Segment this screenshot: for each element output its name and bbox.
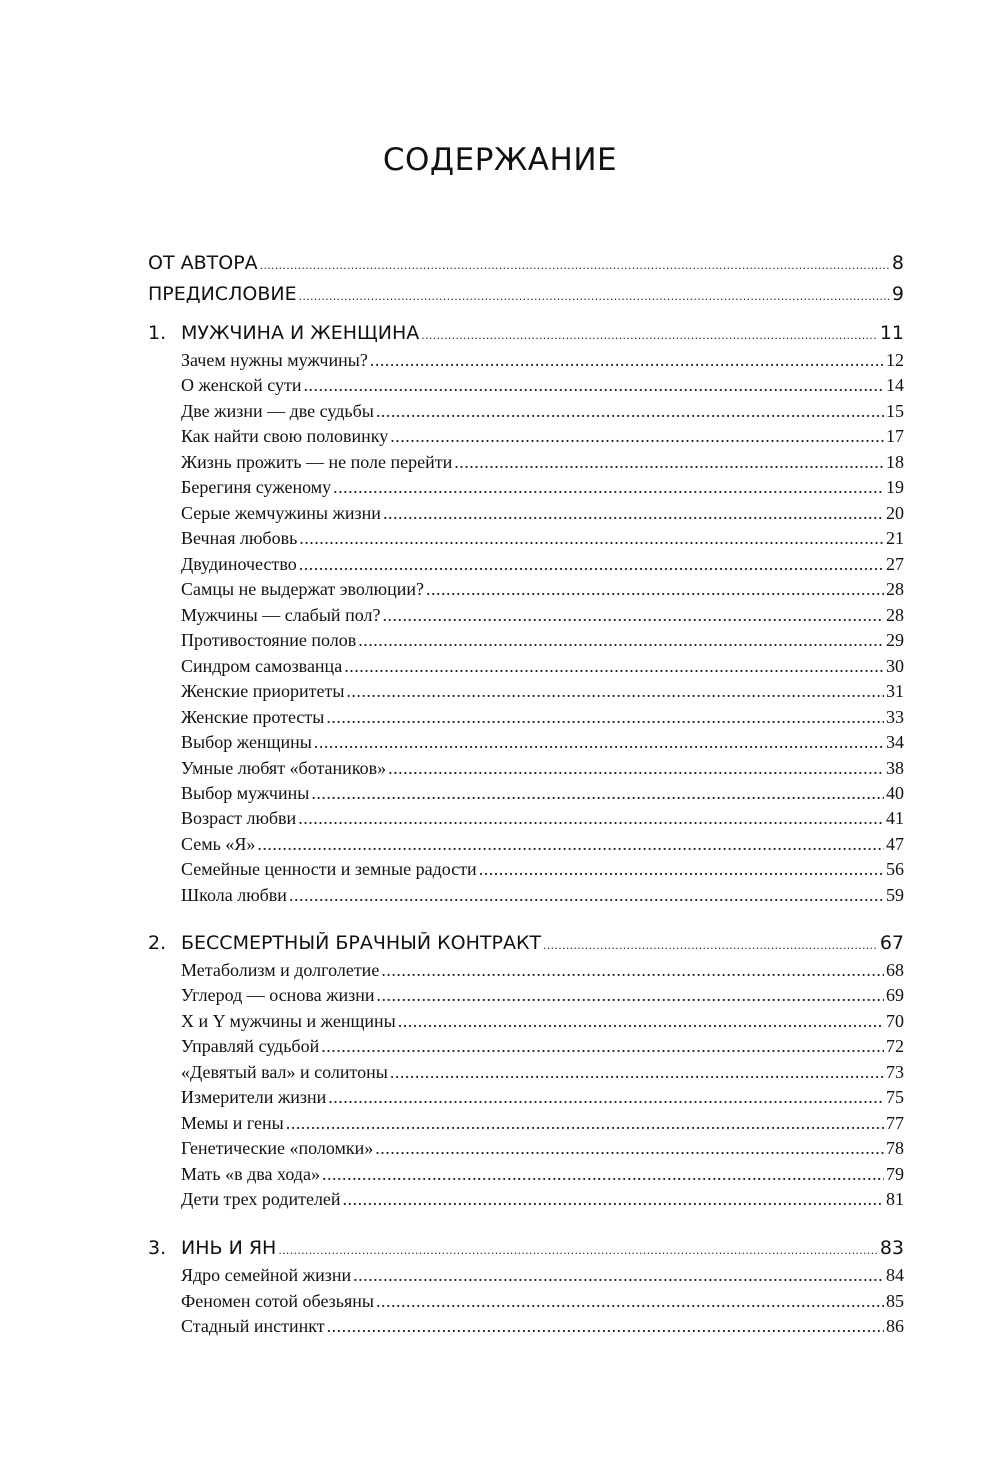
- toc-section-entry[interactable]: [181, 1087, 904, 1108]
- dot-leader: [376, 1291, 884, 1312]
- dot-leader: [322, 1164, 884, 1185]
- chapter-number: 2.: [148, 932, 167, 954]
- toc-section-entry[interactable]: [181, 985, 904, 1006]
- page-number: 68: [886, 960, 904, 980]
- page-number: 29: [886, 630, 904, 650]
- dot-leader: [321, 1036, 884, 1057]
- toc-section-entry[interactable]: [181, 681, 904, 702]
- page-number: 31: [886, 681, 904, 701]
- page-number: 9: [891, 283, 904, 305]
- dot-leader: [388, 758, 884, 779]
- entry-title: Как найти свою половинку: [181, 426, 389, 446]
- page-number: 84: [886, 1265, 904, 1285]
- entry-title: Двудиночество: [181, 554, 297, 574]
- entry-title: Вечная любовь: [181, 528, 298, 548]
- entry-title: Серые жемчужины жизни: [181, 503, 381, 523]
- toc-section-entry[interactable]: [181, 528, 904, 549]
- dot-leader: [314, 732, 884, 753]
- page-number: 15: [886, 401, 904, 421]
- page-number: 30: [886, 656, 904, 676]
- toc-section-entry[interactable]: [181, 1189, 904, 1210]
- entry-title: О женской сути: [181, 375, 302, 395]
- dot-leader: [382, 605, 884, 626]
- toc-section-entry[interactable]: [181, 401, 904, 422]
- toc-section-entry[interactable]: [181, 732, 904, 753]
- entry-title: Метаболизм и долголетие: [181, 960, 380, 980]
- dot-leader: [289, 885, 884, 906]
- toc-section-entry[interactable]: [181, 1138, 904, 1159]
- dot-leader: [299, 290, 890, 303]
- page-number: 14: [886, 375, 904, 395]
- entry-title: Жизнь прожить — не поле перейти: [181, 452, 453, 472]
- entry-title: Женские протесты: [181, 707, 325, 727]
- page-number: 69: [886, 985, 904, 1005]
- entry-title: Семь «Я»: [181, 834, 256, 854]
- page-number: 34: [886, 732, 904, 752]
- page-number: 17: [886, 426, 904, 446]
- page-number: 27: [886, 554, 904, 574]
- dot-leader: [298, 808, 884, 829]
- dot-leader: [383, 503, 884, 524]
- dot-leader: [454, 452, 884, 473]
- toc-section-entry[interactable]: [181, 859, 904, 880]
- page-number: 79: [886, 1164, 904, 1184]
- dot-leader: [311, 783, 884, 804]
- entry-title: Выбор женщины: [181, 732, 312, 752]
- toc-section-entry[interactable]: [181, 452, 904, 473]
- entry-title: Семейные ценности и земные радости: [181, 859, 477, 879]
- entry-title: X и Y мужчины и женщины: [181, 1011, 396, 1031]
- page-number: 86: [886, 1316, 904, 1336]
- dot-leader: [260, 259, 890, 272]
- page-number: 28: [886, 605, 904, 625]
- entry-title: Синдром самозванца: [181, 656, 343, 676]
- chapter-number: 1.: [148, 322, 167, 344]
- page-number: 18: [886, 452, 904, 472]
- toc-section-entry[interactable]: [181, 630, 904, 651]
- entry-title: Стадный инстинкт: [181, 1316, 325, 1336]
- page-number: 21: [886, 528, 904, 548]
- page-number: 83: [879, 1237, 904, 1259]
- toc-section-entry[interactable]: [181, 1113, 904, 1134]
- dot-leader: [327, 1316, 884, 1337]
- entry-title: Измерители жизни: [181, 1087, 327, 1107]
- page-number: 41: [886, 808, 904, 828]
- toc-chapter-entry[interactable]: [148, 1237, 904, 1259]
- toc-section-entry[interactable]: [181, 375, 904, 396]
- toc-section-entry[interactable]: [181, 707, 904, 728]
- dot-leader: [381, 960, 884, 981]
- page-number: 56: [886, 859, 904, 879]
- dot-leader: [370, 350, 884, 371]
- page-number: 75: [886, 1087, 904, 1107]
- toc-section-entry[interactable]: [181, 783, 904, 804]
- page-number: 78: [886, 1138, 904, 1158]
- toc-chapter-entry[interactable]: [148, 322, 904, 344]
- page-number: 20: [886, 503, 904, 523]
- page-number: 28: [886, 579, 904, 599]
- entry-title: Мемы и гены: [181, 1113, 284, 1133]
- dot-leader: [377, 985, 884, 1006]
- dot-leader: [304, 375, 884, 396]
- dot-leader: [299, 528, 884, 549]
- entry-title: Школа любви: [181, 885, 287, 905]
- page-number: 81: [886, 1189, 904, 1209]
- page-number: 70: [886, 1011, 904, 1031]
- entry-title: БЕССМЕРТНЫЙ БРАЧНЫЙ КОНТРАКТ: [181, 932, 542, 954]
- toc-section-entry[interactable]: [181, 1062, 904, 1083]
- page-number: 77: [886, 1113, 904, 1133]
- page-number: 67: [879, 932, 904, 954]
- entry-title: ИНЬ И ЯН: [181, 1237, 277, 1259]
- entry-title: Управляй судьбой: [181, 1036, 320, 1056]
- toc-section-entry[interactable]: [181, 1164, 904, 1185]
- entry-title: Умные любят «ботаников»: [181, 758, 387, 778]
- entry-title: Самцы не выдержат эволюции?: [181, 579, 424, 599]
- dot-leader: [398, 1011, 884, 1032]
- page-number: 85: [886, 1291, 904, 1311]
- toc-section-entry[interactable]: [181, 1316, 904, 1337]
- toc-section-entry[interactable]: [181, 426, 904, 447]
- entry-title: Зачем нужны мужчины?: [181, 350, 368, 370]
- page-number: 11: [879, 322, 904, 344]
- page-number: 40: [886, 783, 904, 803]
- entry-title: ПРЕДИСЛОВИЕ: [148, 283, 297, 305]
- entry-title: Возраст любви: [181, 808, 297, 828]
- page-number: 73: [886, 1062, 904, 1082]
- entry-title: ОТ АВТОРА: [148, 252, 258, 274]
- toc-section-entry[interactable]: [181, 579, 904, 600]
- entry-title: Берегиня суженому: [181, 477, 332, 497]
- page-number: 59: [886, 885, 904, 905]
- dot-leader: [376, 401, 884, 422]
- page-title: СОДЕРЖАНИЕ: [382, 142, 618, 178]
- dot-leader: [426, 579, 884, 600]
- toc-section-entry[interactable]: [181, 885, 904, 906]
- entry-title: МУЖЧИНА И ЖЕНЩИНА: [181, 322, 420, 344]
- toc-section-entry[interactable]: [181, 758, 904, 779]
- page-number: 38: [886, 758, 904, 778]
- dot-leader: [343, 1189, 884, 1210]
- dot-leader: [344, 656, 884, 677]
- entry-title: «Девятый вал» и солитоны: [181, 1062, 388, 1082]
- dot-leader: [421, 329, 878, 342]
- toc-section-entry[interactable]: [181, 1291, 904, 1312]
- dot-leader: [390, 1062, 884, 1083]
- entry-title: Генетические «поломки»: [181, 1138, 374, 1158]
- entry-title: Противостояние полов: [181, 630, 357, 650]
- page-number: 19: [886, 477, 904, 497]
- dot-leader: [299, 554, 884, 575]
- page-number: 47: [886, 834, 904, 854]
- dot-leader: [390, 426, 884, 447]
- dot-leader: [257, 834, 884, 855]
- entry-title: Феномен сотой обезьяны: [181, 1291, 374, 1311]
- toc-chapter-entry[interactable]: [148, 932, 904, 954]
- toc-section-entry[interactable]: [181, 605, 904, 626]
- entry-title: Мужчины — слабый пол?: [181, 605, 381, 625]
- dot-leader: [346, 681, 884, 702]
- toc-section-entry[interactable]: [181, 1265, 904, 1286]
- toc-chapter-entry[interactable]: [148, 283, 904, 305]
- dot-leader: [286, 1113, 884, 1134]
- dot-leader: [375, 1138, 884, 1159]
- dot-leader: [278, 1244, 877, 1257]
- toc-section-entry[interactable]: [181, 960, 904, 981]
- chapter-number: 3.: [148, 1237, 167, 1259]
- toc-section-entry[interactable]: [181, 808, 904, 829]
- toc-section-entry[interactable]: [181, 477, 904, 498]
- dot-leader: [353, 1265, 884, 1286]
- entry-title: Дети трех родителей: [181, 1189, 341, 1209]
- toc-section-entry[interactable]: [181, 834, 904, 855]
- dot-leader: [543, 939, 878, 952]
- toc-section-entry[interactable]: [181, 554, 904, 575]
- toc-section-entry[interactable]: [181, 350, 904, 371]
- toc-section-entry[interactable]: [181, 503, 904, 524]
- toc-section-entry[interactable]: [181, 1036, 904, 1057]
- entry-title: Женские приоритеты: [181, 681, 345, 701]
- page-number: 8: [891, 252, 904, 274]
- page-number: 33: [886, 707, 904, 727]
- entry-title: Две жизни — две судьбы: [181, 401, 374, 421]
- entry-title: Выбор мужчины: [181, 783, 310, 803]
- dot-leader: [333, 477, 884, 498]
- entry-title: Ядро семейной жизни: [181, 1265, 352, 1285]
- toc-chapter-entry[interactable]: [148, 252, 904, 274]
- toc-section-entry[interactable]: [181, 1011, 904, 1032]
- dot-leader: [479, 859, 884, 880]
- page-number: 72: [886, 1036, 904, 1056]
- dot-leader: [358, 630, 884, 651]
- entry-title: Углерод — основа жизни: [181, 985, 375, 1005]
- entry-title: Мать «в два хода»: [181, 1164, 320, 1184]
- page-number: 12: [886, 350, 904, 370]
- dot-leader: [326, 707, 884, 728]
- toc-section-entry[interactable]: [181, 656, 904, 677]
- dot-leader: [328, 1087, 884, 1108]
